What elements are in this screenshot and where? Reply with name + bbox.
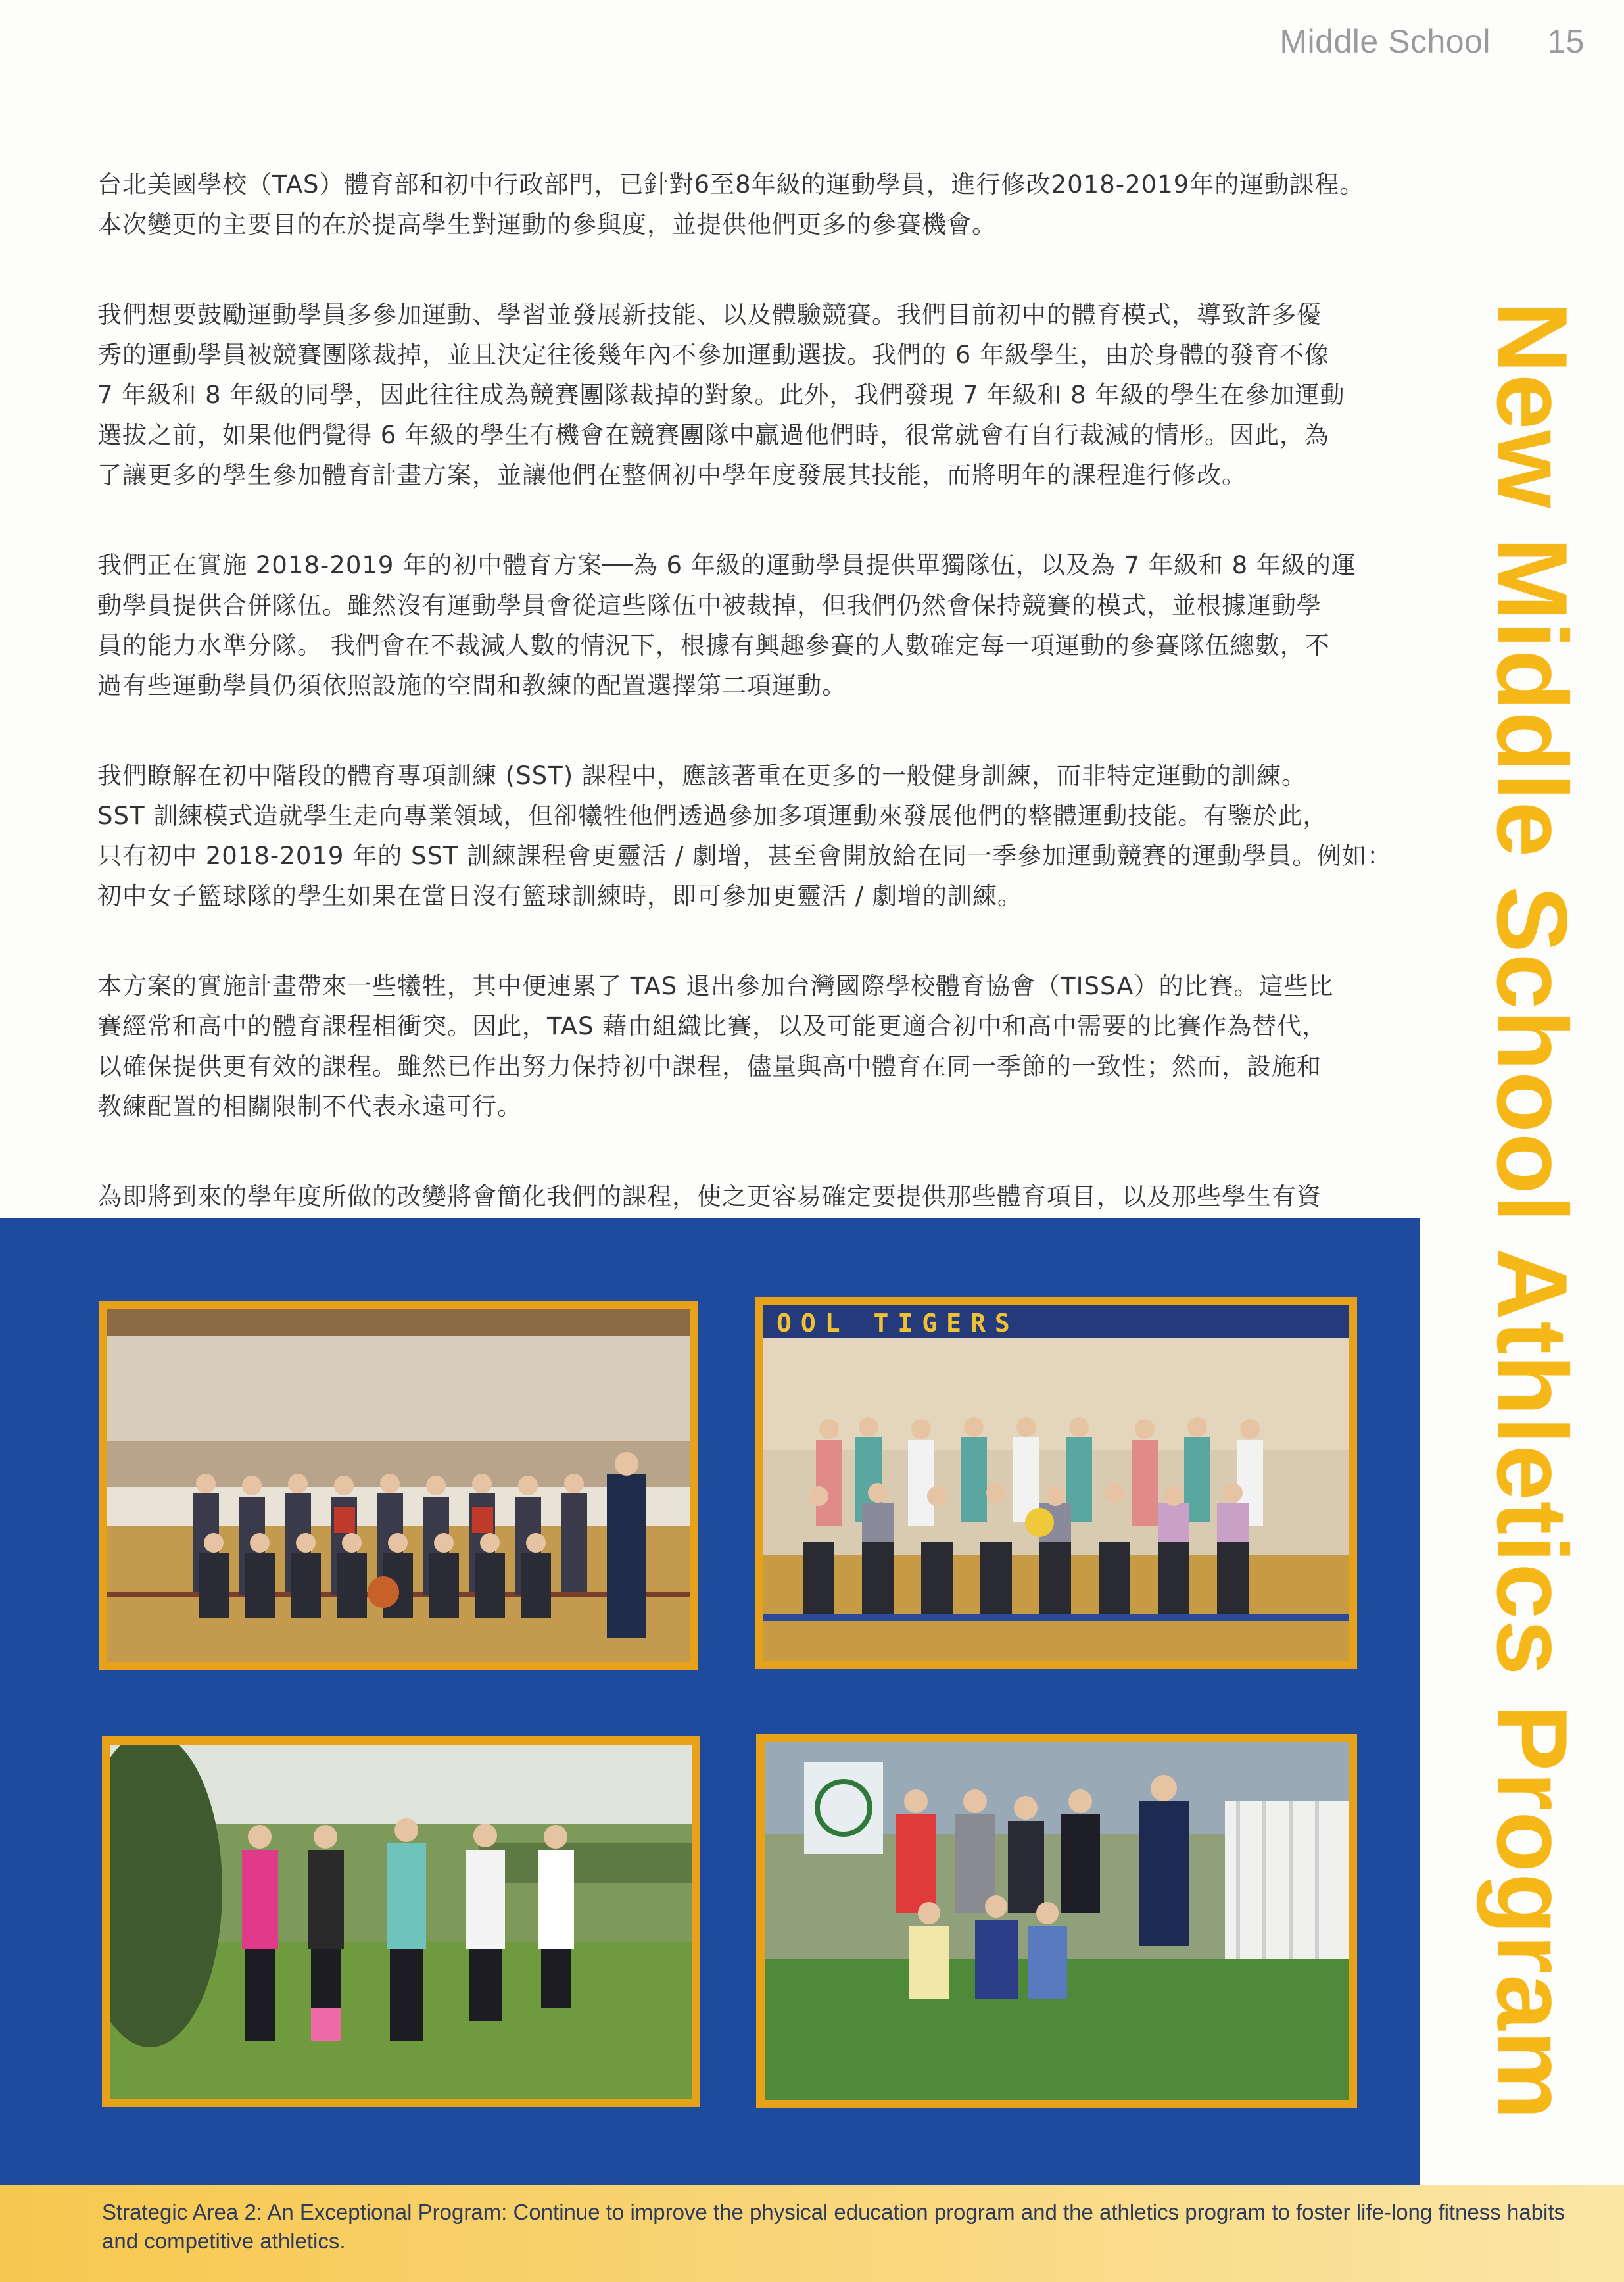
article-body [97, 164, 1419, 1307]
vertical-section-title: New Middle School Athletics Program [1476, 301, 1588, 2120]
text-line: 台北美國學校（TAS）體育部和初中行政部門，已針對6至8年級的運動學員，進行修改2018-2019年的運動課程。 [97, 170, 1365, 199]
photo-girls-golf-team [102, 1736, 700, 2107]
paragraph-3 [97, 545, 1419, 706]
text-line: 了讓更多的學生參加體育計畫方案，並讓他們在整個初中學年度發展其技能，而將明年的課程進行修改。 [97, 461, 1247, 489]
team-photo-image [107, 1309, 690, 1662]
paragraph-4 [97, 756, 1419, 916]
team-photo-image [763, 1305, 1349, 1661]
text-line: 我們正在實施 2018-2019 年的初中體育方案──為 6 年級的運動學員提供單獨隊伍，以及為 7 年級和 8 年級的運 [97, 551, 1356, 579]
text-line: 教練配置的相關限制不代表永遠可行。 [97, 1092, 522, 1121]
page-header [1279, 22, 1585, 61]
text-line: 我們想要鼓勵運動學員多參加運動、學習並發展新技能、以及體驗競賽。我們目前初中的體育模式，導致許多優 [97, 301, 1322, 329]
text-line: 為即將到來的學年度所做的改變將會簡化我們的課程，使之更容易確定要提供那些體育項目，以及那些學生有資 [97, 1182, 1322, 1211]
team-photo-image [765, 1742, 1349, 2100]
team-photo-image [110, 1745, 692, 2099]
text-line: 動學員提供合併隊伍。雖然沒有運動學員會從這些隊伍中被裁掉，但我們仍然會保持競賽的模式，並根據運動學 [97, 591, 1322, 619]
gym-banner-text: OOL TIGERS [776, 1309, 1019, 1338]
footer-banner [0, 2185, 1624, 2282]
strategic-area-caption: Strategic Area 2: An Exceptional Program: Continue to improve the physical education program and the athletics program to foster life-long fitness habits and competitive athletics. [102, 2200, 1565, 2253]
text-line: 員的能力水準分隊。 我們會在不裁減人數的情況下，根據有興趣參賽的人數確定每一項運動的參賽隊伍總數，不 [97, 631, 1330, 660]
text-line: 賽經常和高中的體育課程相衝突。因此，TAS 藉由組織比賽，以及可能更適合初中和高中需要的比賽作為替代， [97, 1012, 1327, 1040]
text-line: 本方案的實施計畫帶來一些犧牲，其中便連累了 TAS 退出參加台灣國際學校體育協會（TISSA）的比賽。這些比 [97, 972, 1334, 1000]
text-line: 我們瞭解在初中階段的體育專項訓練 (SST) 課程中，應該著重在更多的一般健身訓練，而非特定運動的訓練。 [97, 762, 1306, 790]
paragraph-2 [97, 295, 1419, 495]
text-line: 初中女子籃球隊的學生如果在當日沒有籃球訓練時，即可參加更靈活 / 劇增的訓練。 [97, 882, 1022, 910]
photo-boys-basketball-team [99, 1301, 698, 1670]
text-line: 以確保提供更有效的課程。雖然已作出努力保持初中課程，儘量與高中體育在同一季節的一致性；然而，設施和 [97, 1052, 1322, 1080]
text-line: 選拔之前，如果他們覺得 6 年級的學生有機會在競賽團隊中贏過他們時，很常就會有自行裁減的情形。因此，為 [97, 421, 1330, 449]
page-number: 15 [1547, 23, 1585, 60]
photo-girls-volleyball-team [755, 1297, 1357, 1669]
text-line: SST 訓練模式造就學生走向專業領域，但卻犧牲他們透過參加多項運動來發展他們的整體運動技能。有鑒於此， [97, 802, 1328, 830]
text-line: 本次變更的主要目的在於提高學生對運動的參與度，並提供他們更多的參賽機會。 [97, 210, 997, 239]
photo-boys-golf-team [756, 1734, 1357, 2108]
paragraph-5 [97, 966, 1419, 1127]
text-line: 過有些運動學員仍須依照設施的空間和教練的配置選擇第二項運動。 [97, 671, 847, 700]
section-label: Middle School [1279, 23, 1491, 60]
text-line: 7 年級和 8 年級的同學，因此往往成為競賽團隊裁掉的對象。此外，我們發現 7 年級和 8 年級的學生在參加運動 [97, 381, 1345, 409]
text-line: 秀的運動學員被競賽團隊裁掉，並且決定往後幾年內不參加運動選拔。我們的 6 年級學生，由於身體的發育不像 [97, 341, 1330, 369]
paragraph-1 [97, 164, 1419, 245]
text-line: 只有初中 2018-2019 年的 SST 訓練課程會更靈活 / 劇增，甚至會開放給在同一季參加運動競賽的運動學員。例如： [97, 842, 1393, 870]
